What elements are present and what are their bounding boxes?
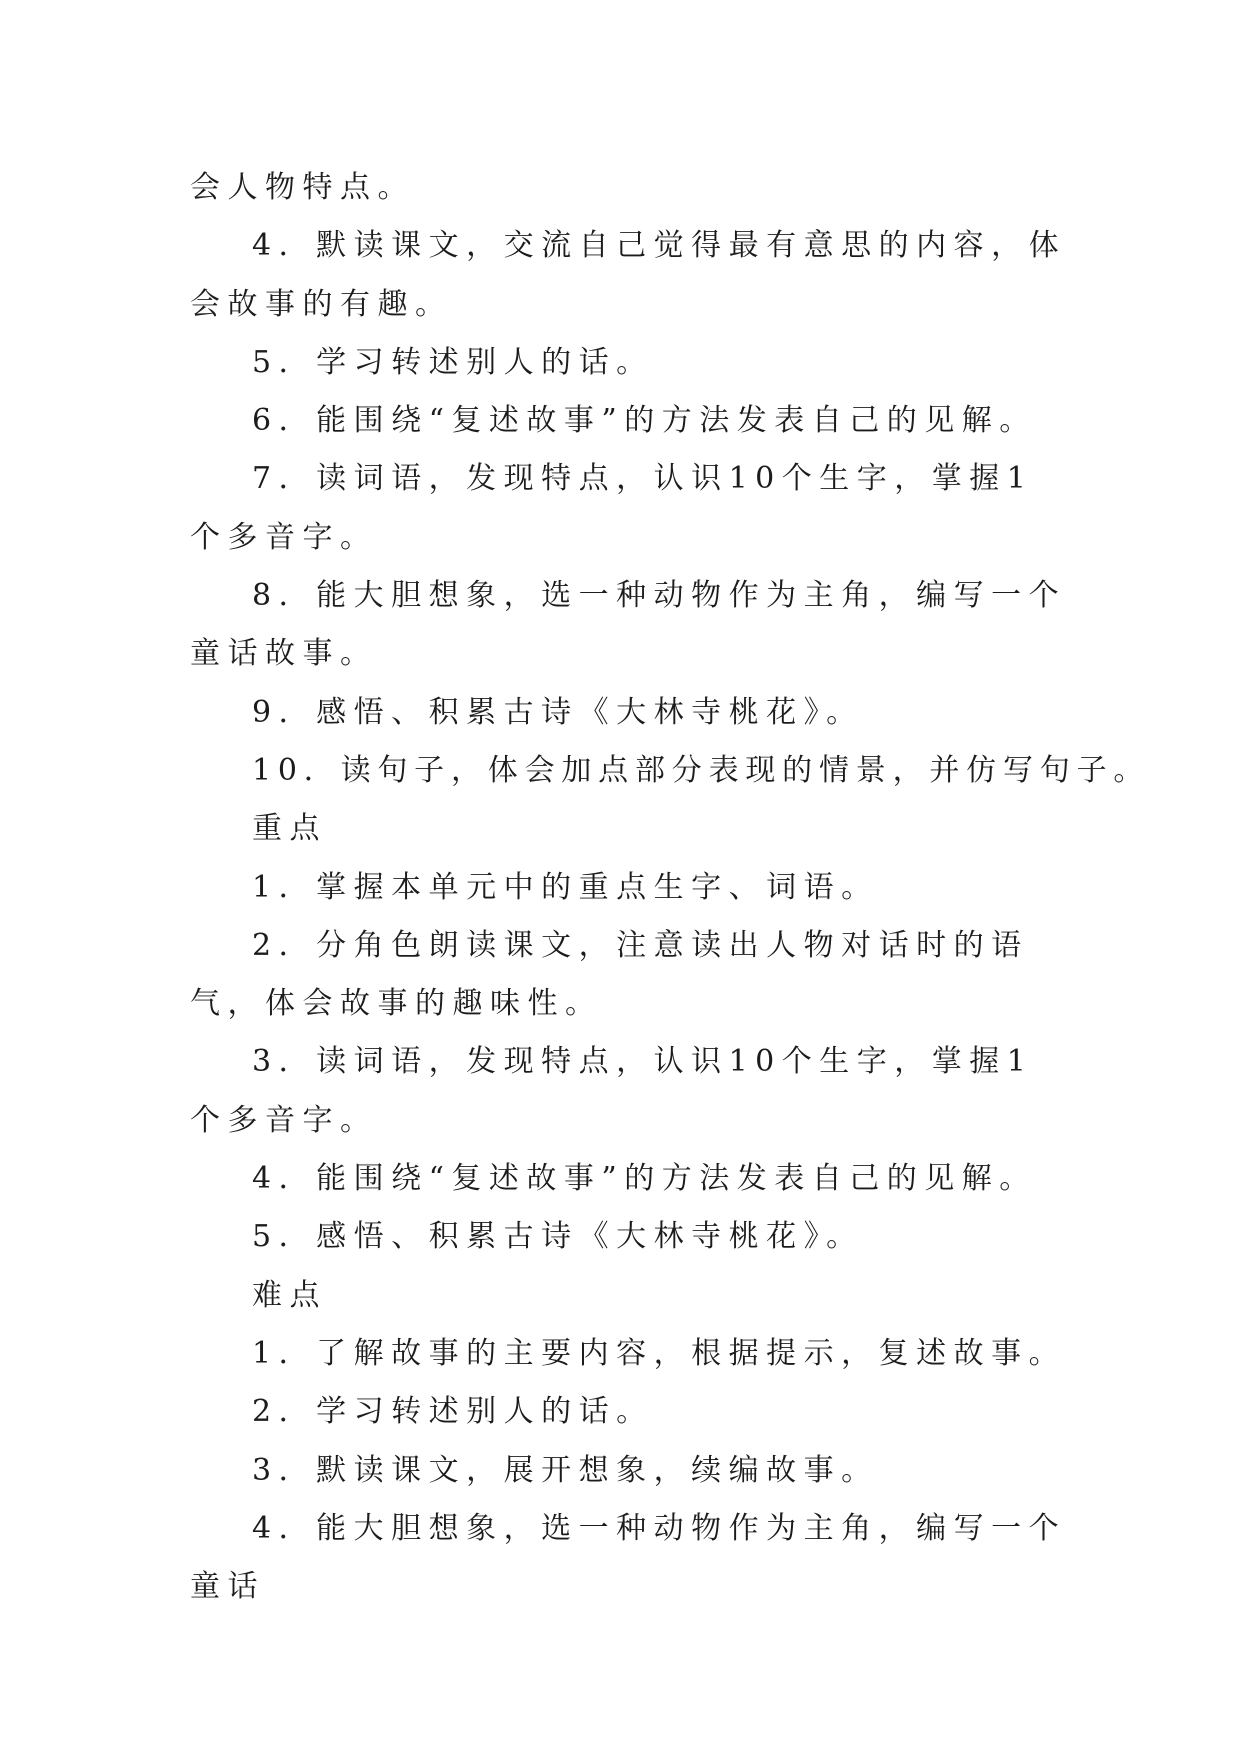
section-heading-difficulties: 难点: [252, 1277, 327, 1313]
difficulty-item-1: 1．了解故事的主要内容，根据提示，复述故事。: [252, 1335, 1067, 1371]
objective-item-10: 10．读句子，体会加点部分表现的情景，并仿写句子。: [252, 752, 1151, 788]
key-point-item-5: 5．感悟、积累古诗《大林寺桃花》。: [252, 1219, 864, 1255]
key-point-item-3: 3．读词语，发现特点，认识10个生字，掌握1个多音字。: [190, 1044, 1034, 1138]
difficulty-item-3: 3．默读课文，展开想象，续编故事。: [252, 1452, 879, 1488]
paragraph-continuation: 会人物特点。: [190, 170, 415, 205]
difficulty-item-4: 4．能大胆想象，选一种动物作为主角，编写一个童话: [190, 1510, 1067, 1605]
difficulty-item-2: 2．学习转述别人的话。: [252, 1394, 654, 1430]
key-point-item-4: 4．能围绕“复述故事”的方法发表自己的见解。: [252, 1161, 1037, 1197]
objective-item-8: 8．能大胆想象，选一种动物作为主角，编写一个童话故事。: [190, 578, 1067, 672]
key-point-item-2: 2．分角色朗读课文，注意读出人物对话时的语气，体会故事的趣味性。: [190, 927, 1029, 1022]
objective-item-4: 4．默读课文，交流自己觉得最有意思的内容，体会故事的有趣。: [190, 228, 1067, 322]
objective-item-7: 7．读词语，发现特点，认识10个生字，掌握1个多音字。: [190, 461, 1034, 555]
document-body: [190, 159, 1151, 1616]
section-heading-key-points: 重点: [252, 811, 327, 847]
objective-item-9: 9．感悟、积累古诗《大林寺桃花》。: [252, 694, 864, 730]
objective-item-6: 6．能围绕“复述故事”的方法发表自己的见解。: [252, 403, 1037, 439]
key-point-item-1: 1．掌握本单元中的重点生字、词语。: [252, 869, 879, 905]
objective-item-5: 5．学习转述别人的话。: [252, 344, 654, 380]
